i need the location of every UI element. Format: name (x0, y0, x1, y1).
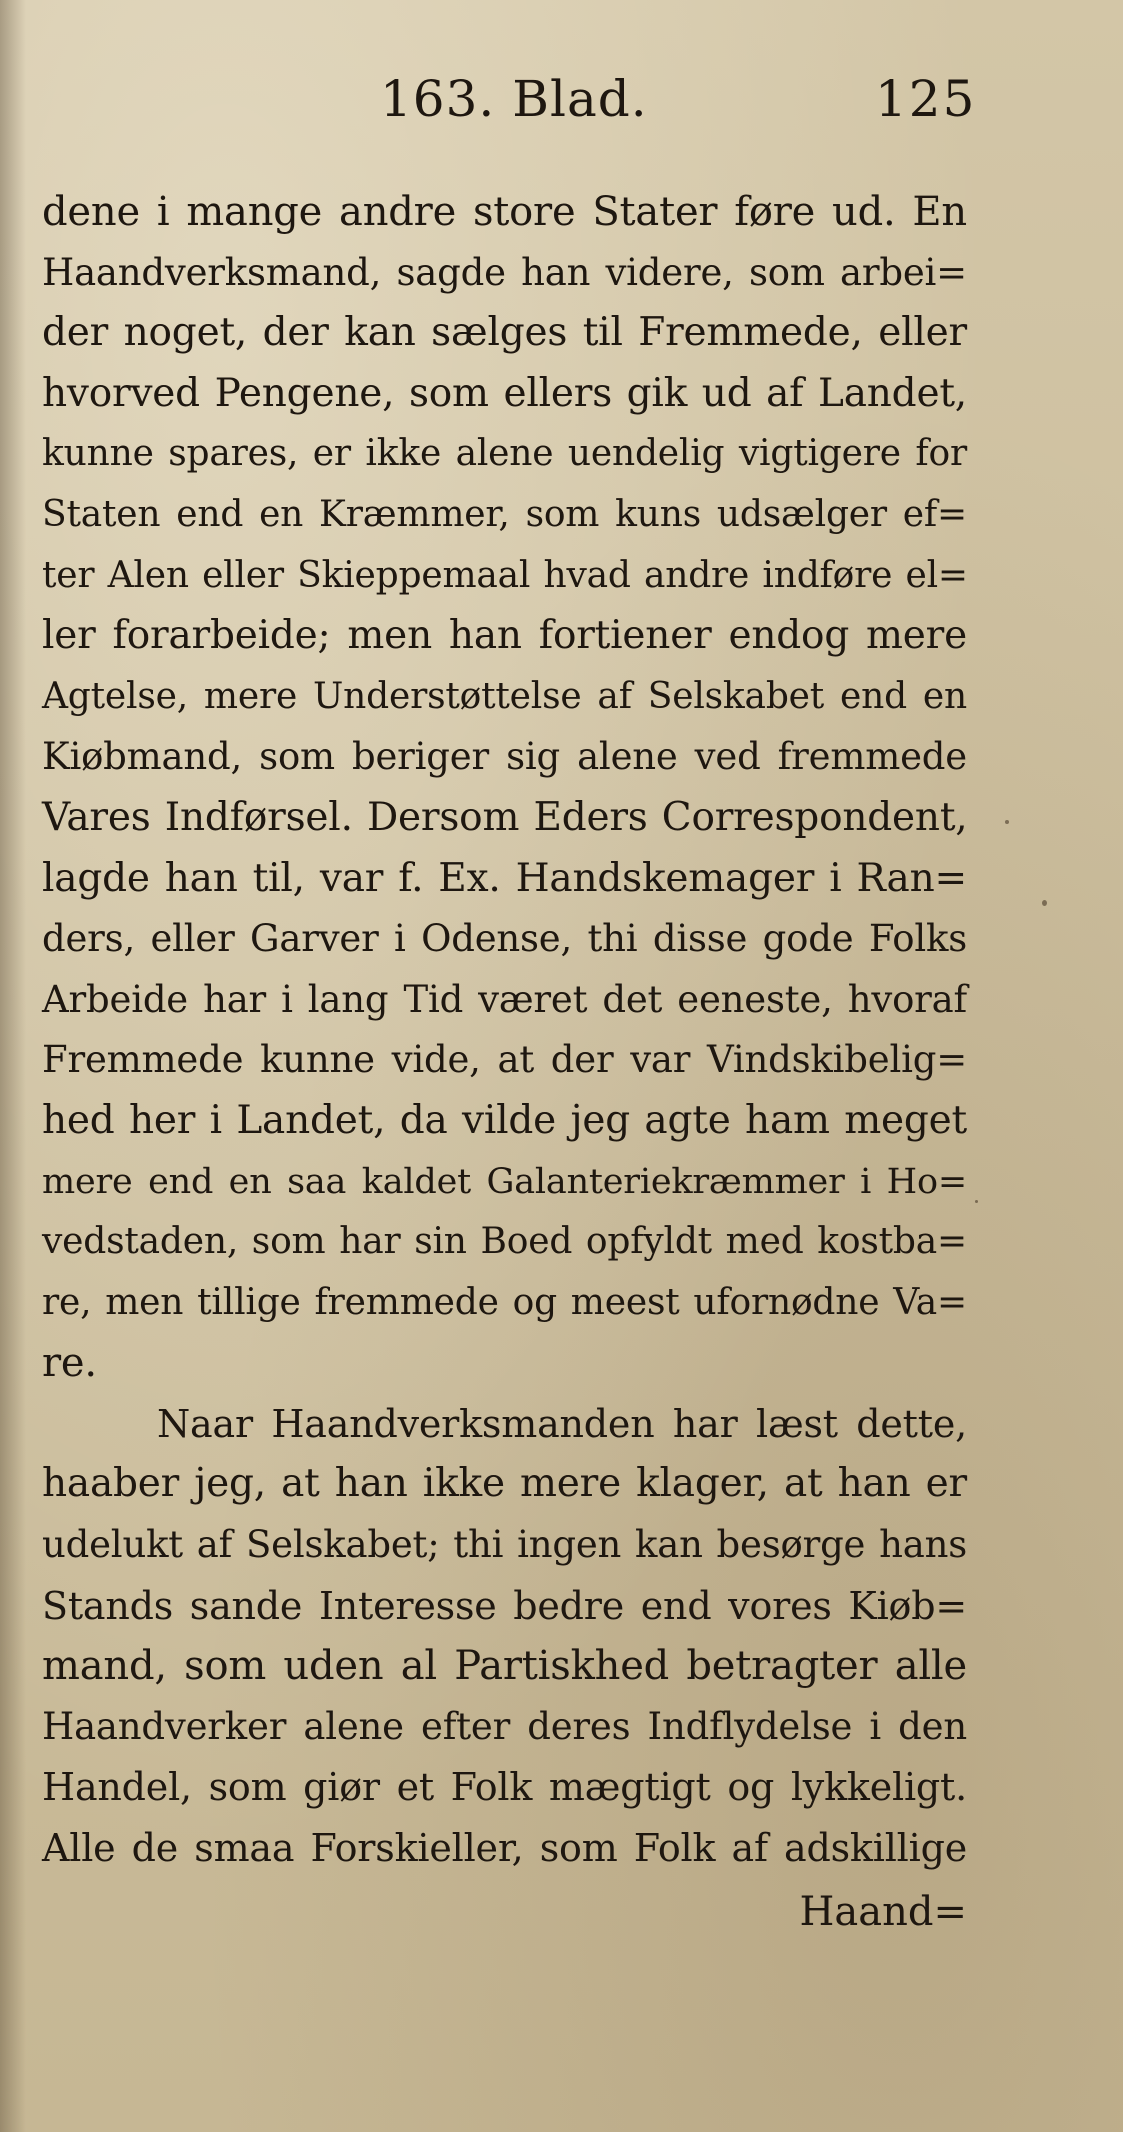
paper-speck (1042, 900, 1047, 906)
page-header (0, 70, 1123, 140)
text-line: Naar Haandverksmanden har læst dette, (157, 1401, 967, 1446)
paragraph (42, 182, 967, 1394)
text-line: ders, eller Garver i Odense, thi disse gode Folks (42, 917, 967, 961)
text-line: re. (42, 1340, 97, 1387)
text-line: re, men tillige fremmede og meest ufornødne Va= (42, 1281, 967, 1323)
text-line: lagde han til, var f. Ex. Handskemager i Ran= (42, 855, 967, 901)
text-line: Arbeide har i lang Tid været det eeneste, hvoraf (42, 977, 967, 1021)
text-line: Kiøbmand, som beriger sig alene ved fremmede (42, 735, 967, 779)
text-line: Agtelse, mere Understøttelse af Selskabet end en (42, 675, 967, 717)
text-line: ter Alen eller Skieppemaal hvad andre indføre el= (42, 554, 968, 596)
text-line: Handel, som giør et Folk mægtigt og lykkeligt. (42, 1765, 967, 1810)
text-line: kunne spares, er ikke alene uendelig vigtigere for (42, 433, 967, 475)
text-line: der noget, der kan sælges til Fremmede, eller (42, 310, 967, 356)
text-line: Haandverksmand, sagde han videre, som arbei= (42, 250, 967, 294)
body-text (42, 182, 967, 1945)
text-line: hed her i Landet, da vilde jeg agte ham meget (42, 1097, 967, 1143)
running-head: 163. Blad. (380, 70, 648, 128)
text-line: Stands sande Interesse bedre end vores Kiøb= (42, 1583, 967, 1628)
paper-speck (1005, 820, 1009, 824)
text-line: hvorved Pengene, som ellers gik ud af Landet, (42, 370, 967, 416)
paper-speck (975, 1200, 978, 1203)
text-line: mand, som uden al Partiskhed betragter alle (42, 1643, 967, 1690)
catchword: Haand= (799, 1888, 967, 1935)
page-number: 125 (875, 70, 977, 128)
paragraph (42, 1394, 967, 1879)
text-line: Fremmede kunne vide, at der var Vindskibelig= (42, 1038, 967, 1082)
text-line: udelukt af Selskabet; thi ingen kan besørge hans (42, 1523, 967, 1567)
text-line: Alle de smaa Forskieller, som Folk af adskillige (42, 1826, 967, 1871)
text-line: Staten end en Kræmmer, som kuns udsælger ef= (42, 493, 967, 535)
text-line: Haandverker alene efter deres Indflydelse i den (42, 1704, 967, 1748)
text-line: Vares Indførsel. Dersom Eders Correspondent, (42, 794, 968, 840)
binding-shadow (0, 0, 26, 2132)
text-line: haaber jeg, at han ikke mere klager, at han er (42, 1461, 967, 1507)
text-line: vedstaden, som har sin Boed opfyldt med kostba= (42, 1221, 967, 1263)
text-line: mere end en saa kaldet Galanteriekræmmer i Ho= (42, 1161, 967, 1202)
text-line: dene i mange andre store Stater føre ud. En (42, 189, 967, 235)
text-line: ler forarbeide; men han fortiener endog mere (42, 613, 967, 659)
